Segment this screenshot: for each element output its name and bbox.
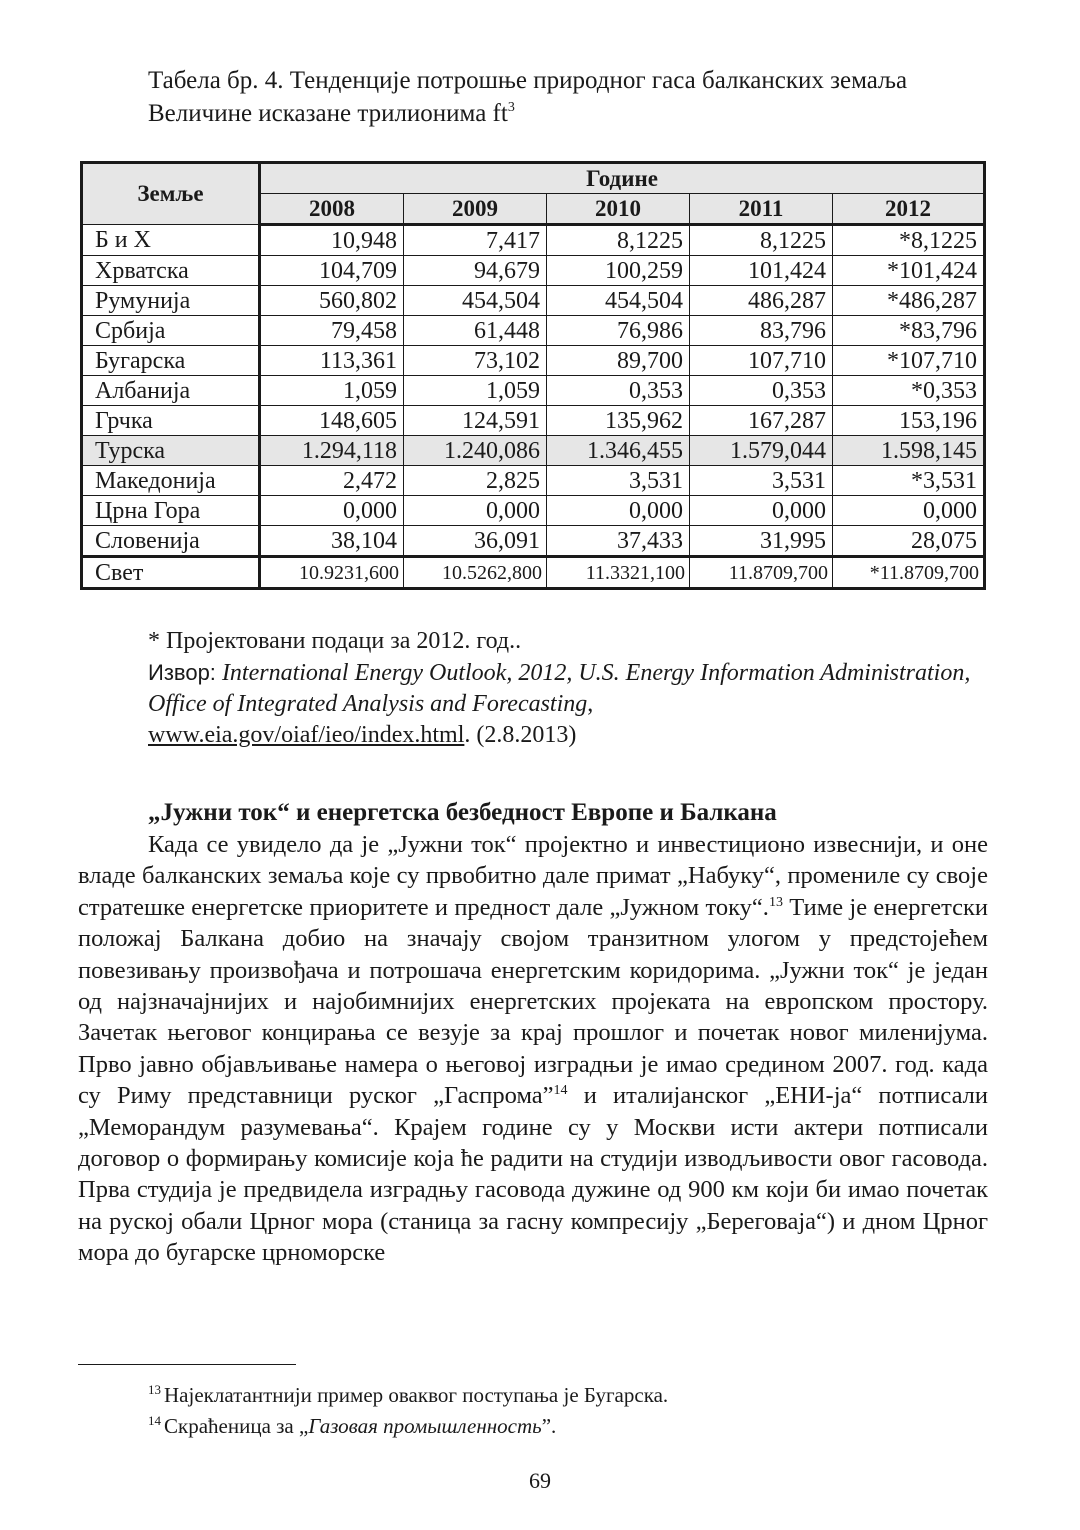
value-cell: 3,531 [690, 466, 833, 496]
value-cell: 11.8709,700 [690, 557, 833, 589]
value-cell: 101,424 [690, 256, 833, 286]
value-cell: 1.240,086 [404, 436, 547, 466]
gas-consumption-table [80, 161, 986, 590]
body-paragraph: Када се увидело да је „Јужни ток“ пројектно и инвестиционо извеснији, и оне владе балканских земаља које су првобитно дале примат „Набуку“, промениле су своје стратешке енергетске приоритете и предност дале „Јужном току“.$^{13}$ Тиме је енергетски положај Балкана добио на значају својом транзитном улогом у предстојећем повезивању произвођача и потрошача енергетским коридорима. „Јужни ток“ је један од најзначајнијих и најобимнијих енергетских пројеката на европском простору. Зачетак његовог концирања се везује за крај прошлог и почетак новог миленијума. Прво јавно објављивање намера о његовој изградњи је имао средином 2007. год. када су Риму представници руског „Гаспрома”$^{14}$ и италијанског „ЕНИ-ја“ потписали „Меморандум разумевања“. Крајем године су у Москви исти актери потписали договор о формирању комисије која ће радити на студији изводљивости овог гасовода. Прва студија је предвидела изградњу гасовода дужине од 900 км који би имао почетак на руској обали Црног мора (станица за гасну компресију „Береговаја“) и дном Црног мора до бугарске црноморске [78, 831, 988, 1267]
country-cell: Хрватска [82, 256, 260, 286]
value-cell: 11.3321,100 [547, 557, 690, 589]
source-line-3 [148, 720, 998, 751]
value-cell: 0,000 [833, 496, 985, 526]
value-cell: 3,531 [547, 466, 690, 496]
country-cell: Црна Гора [82, 496, 260, 526]
value-cell: *11.8709,700 [833, 557, 985, 589]
value-cell: 2,472 [260, 466, 404, 496]
table-row [82, 466, 985, 496]
header-year: 2012 [833, 194, 985, 225]
value-cell: 83,796 [690, 316, 833, 346]
value-cell: 1,059 [260, 376, 404, 406]
header-countries: Земље [82, 163, 260, 225]
value-cell: 89,700 [547, 346, 690, 376]
table-row [82, 256, 985, 286]
caption-units: Величине исказане трилионима $ft^3$ [148, 100, 515, 127]
table-body [82, 225, 985, 557]
footnote-14: $^{14}$ Скраћеница за „Газовая промышленность”. [148, 1413, 557, 1438]
value-cell: 38,104 [260, 526, 404, 557]
table-caption [148, 64, 993, 130]
country-cell: Румунија [82, 286, 260, 316]
table-row [82, 316, 985, 346]
value-cell: 0,000 [690, 496, 833, 526]
value-cell: 1.598,145 [833, 436, 985, 466]
table-row [82, 406, 985, 436]
value-cell: 1.346,455 [547, 436, 690, 466]
value-cell: 560,802 [260, 286, 404, 316]
value-cell: 100,259 [547, 256, 690, 286]
value-cell: 1.579,044 [690, 436, 833, 466]
table-row [82, 496, 985, 526]
source-date: . (2.8.2013) [464, 722, 577, 748]
value-cell: 0,353 [690, 376, 833, 406]
value-cell: 61,448 [404, 316, 547, 346]
value-cell: 0,000 [260, 496, 404, 526]
footnote-13: $^{13}$ Најеклатантнији пример оваквог поступања је Бугарска. [148, 1382, 669, 1407]
header-year: 2011 [690, 194, 833, 225]
country-cell: Словенија [82, 526, 260, 557]
value-cell: *3,531 [833, 466, 985, 496]
footnote-separator [78, 1364, 296, 1365]
value-cell: 10,948 [260, 225, 404, 256]
value-cell: 113,361 [260, 346, 404, 376]
table-row [82, 526, 985, 557]
table-notes [148, 626, 998, 751]
country-cell: Бугарска [82, 346, 260, 376]
caption-title: Табела бр. 4. Тенденције потрошње природног гаса балканских земаља [148, 67, 908, 94]
footnotes [148, 1380, 668, 1442]
country-cell: Свет [82, 557, 260, 589]
value-cell: 79,458 [260, 316, 404, 346]
value-cell: 7,417 [404, 225, 547, 256]
value-cell: 73,102 [404, 346, 547, 376]
table-row [82, 346, 985, 376]
value-cell: 10.9231,600 [260, 557, 404, 589]
value-cell: 2,825 [404, 466, 547, 496]
value-cell: 31,995 [690, 526, 833, 557]
header-years-group: Године [260, 163, 985, 194]
value-cell: 1.294,118 [260, 436, 404, 466]
source-title: International Energy Outlook, 2012, U.S. Energy Information Administration, [221, 660, 971, 686]
projected-note: * Пројектовани подаци за 2012. год.. [148, 628, 522, 654]
table-row-world [82, 557, 985, 589]
header-year: 2009 [404, 194, 547, 225]
table-row [82, 436, 985, 466]
superscript-3: 3 [507, 100, 515, 115]
source-link[interactable]: www.eia.gov/oiaf/ieo/index.html [148, 722, 465, 748]
country-cell: Македонија [82, 466, 260, 496]
value-cell: *0,353 [833, 376, 985, 406]
value-cell: 104,709 [260, 256, 404, 286]
value-cell: 1,059 [404, 376, 547, 406]
value-cell: 0,000 [547, 496, 690, 526]
value-cell: 454,504 [547, 286, 690, 316]
source-line-2: Office of Integrated Analysis and Forecasting, [148, 691, 594, 717]
value-cell: 8,1225 [690, 225, 833, 256]
source-line-1 [148, 657, 998, 689]
value-cell: 37,433 [547, 526, 690, 557]
country-cell: Турска [82, 436, 260, 466]
value-cell: 153,196 [833, 406, 985, 436]
value-cell: *107,710 [833, 346, 985, 376]
table-row [82, 225, 985, 256]
value-cell: *101,424 [833, 256, 985, 286]
value-cell: 8,1225 [547, 225, 690, 256]
footnote-ref-14[interactable]: 14 [553, 1083, 568, 1099]
country-cell: Б и Х [82, 225, 260, 256]
source-label: Извор: [148, 660, 216, 685]
value-cell: 124,591 [404, 406, 547, 436]
value-cell: 10.5262,800 [404, 557, 547, 589]
value-cell: *8,1225 [833, 225, 985, 256]
value-cell: 454,504 [404, 286, 547, 316]
header-year: 2008 [260, 194, 404, 225]
page-number: 69 [529, 1468, 551, 1493]
value-cell: 28,075 [833, 526, 985, 557]
value-cell: 94,679 [404, 256, 547, 286]
value-cell: 76,986 [547, 316, 690, 346]
source-office: Office of Integrated Analysis and Forecasting [148, 691, 588, 717]
country-cell: Грчка [82, 406, 260, 436]
country-cell: Албанија [82, 376, 260, 406]
value-cell: 135,962 [547, 406, 690, 436]
value-cell: *486,287 [833, 286, 985, 316]
table-row [82, 376, 985, 406]
footnote-ref-13[interactable]: 13 [768, 894, 783, 910]
value-cell: 36,091 [404, 526, 547, 557]
value-cell: 0,000 [404, 496, 547, 526]
header-year: 2010 [547, 194, 690, 225]
section-title: „Јужни ток“ и енергетска безбедност Европе и Балкана [148, 799, 777, 826]
value-cell: 486,287 [690, 286, 833, 316]
country-cell: Србија [82, 316, 260, 346]
table-row [82, 286, 985, 316]
value-cell: 148,605 [260, 406, 404, 436]
value-cell: 167,287 [690, 406, 833, 436]
value-cell: *83,796 [833, 316, 985, 346]
value-cell: 107,710 [690, 346, 833, 376]
value-cell: 0,353 [547, 376, 690, 406]
